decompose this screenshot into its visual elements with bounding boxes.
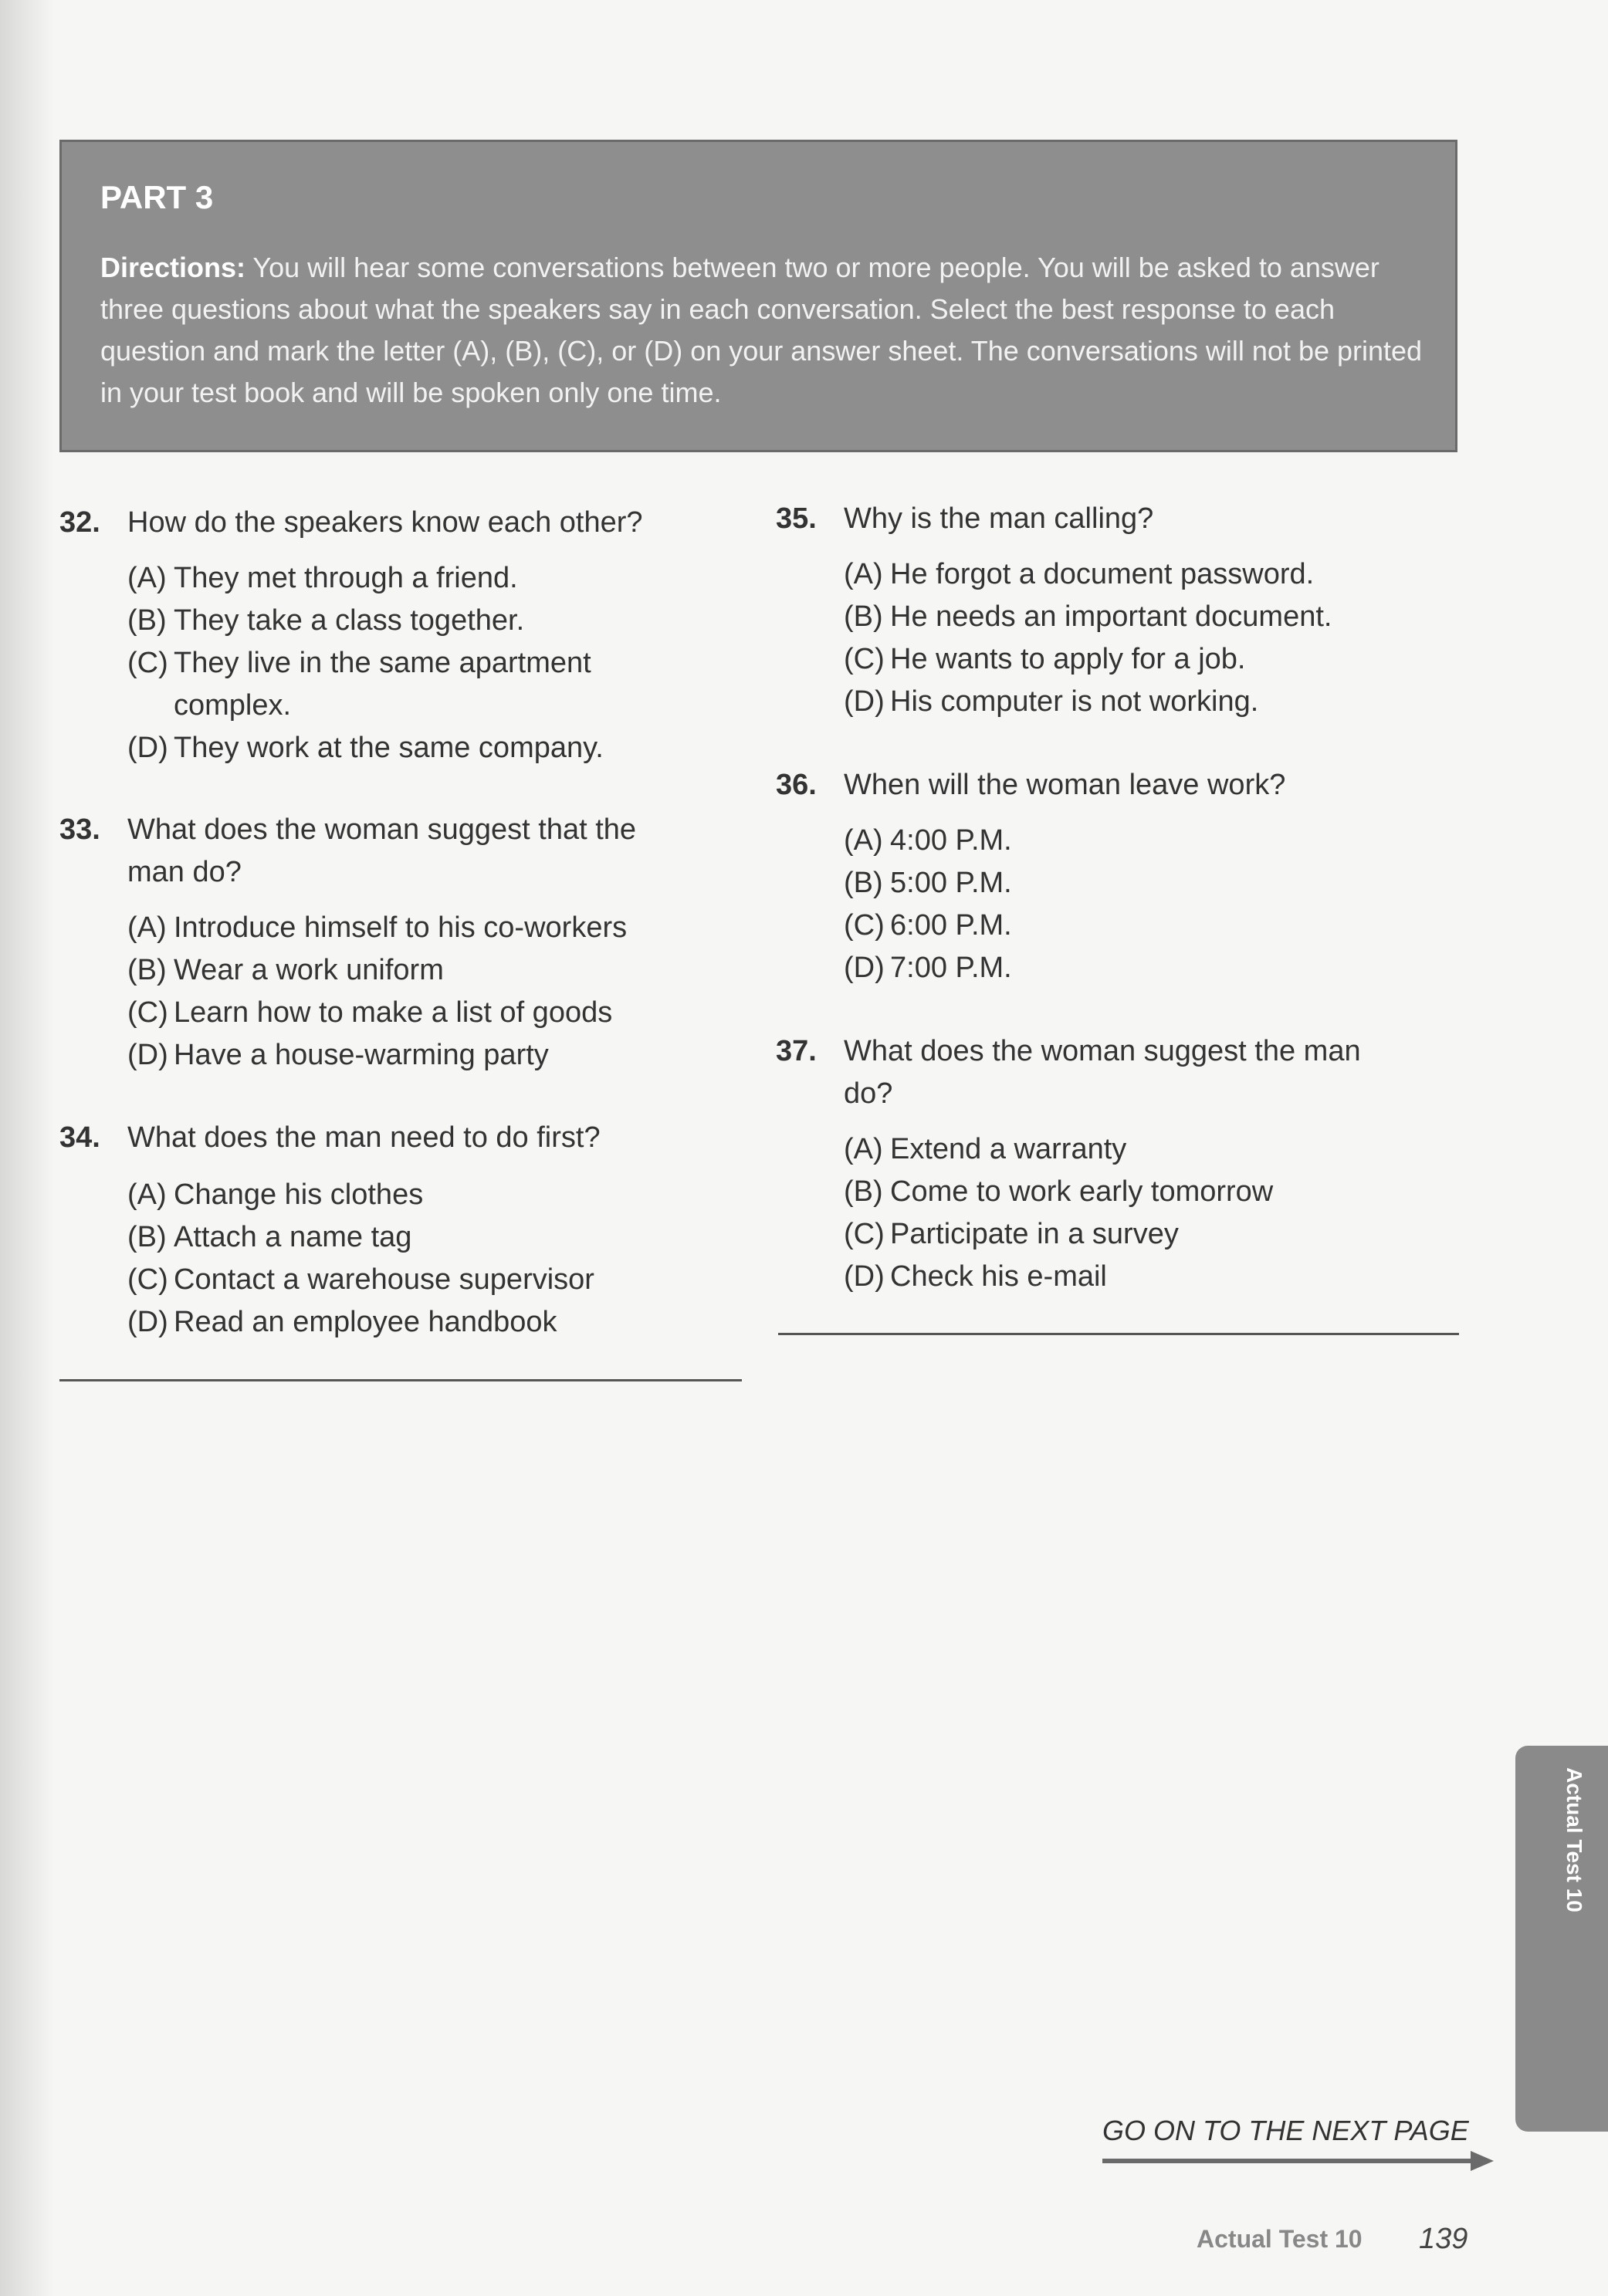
option-b: (B) Attach a name tag — [127, 1221, 412, 1253]
question-number: 33. — [59, 813, 100, 846]
page-number: 139 — [1419, 2223, 1468, 2255]
right-column-rule — [778, 1333, 1459, 1335]
directions-label: Directions: — [100, 252, 246, 283]
directions-body: You will hear some conversations between two or more people. You will be asked to answer three questions about what the speakers say in each conversation. Select the best response to each question and mark the letter (A), (B), (C), or (D) on your answer sheet. The conversations will not be printed in your test book and will be spoken only one time. — [100, 252, 1423, 408]
option-c: (C) Learn how to make a list of goods — [127, 996, 613, 1029]
option-c: (C) Participate in a survey — [844, 1218, 1179, 1250]
side-tab-label: Actual Test 10 — [1562, 1767, 1586, 1912]
option-d: (D) They work at the same company. — [127, 732, 604, 764]
part-title: PART 3 — [100, 179, 214, 215]
question-stem: How do the speakers know each other? — [127, 506, 643, 539]
question-number: 36. — [776, 769, 817, 801]
option-d: (D) Check his e-mail — [844, 1260, 1107, 1293]
footer-test-title: Actual Test 10 — [1197, 2225, 1363, 2253]
option-b: (B) He needs an important document. — [844, 600, 1332, 633]
option-c: (C) He wants to apply for a job. — [844, 643, 1246, 675]
binding-shadow — [0, 0, 54, 2296]
option-d: (D) His computer is not working. — [844, 685, 1259, 718]
option-a: (A) Introduce himself to his co-workers — [127, 911, 628, 944]
question-number: 35. — [776, 502, 817, 535]
arrow-head-icon — [1471, 2151, 1494, 2171]
option-a: (A) He forgot a document password. — [844, 558, 1315, 590]
go-on-label: GO ON TO THE NEXT PAGE — [1102, 2115, 1469, 2146]
option-b: (B) Wear a work uniform — [127, 954, 444, 986]
option-b: (B) They take a class together. — [127, 604, 525, 637]
option-c: (C) They live in the same apartment complex. — [127, 647, 591, 722]
option-d: (D) Read an employee handbook — [127, 1306, 557, 1338]
option-a: (A) They met through a friend. — [127, 562, 518, 594]
option-d: (D) 7:00 P.M. — [844, 952, 1012, 984]
option-a: (A) Extend a warranty — [844, 1133, 1127, 1165]
question-number: 37. — [776, 1035, 817, 1067]
question-number: 32. — [59, 506, 100, 539]
left-column-rule — [59, 1379, 742, 1381]
arrow-right-icon — [1102, 2159, 1474, 2163]
directions-text — [100, 247, 1428, 414]
option-a: (A) 4:00 P.M. — [844, 824, 1012, 857]
option-d: (D) Have a house-warming party — [127, 1039, 549, 1071]
question-stem: What does the woman suggest the man do? — [844, 1035, 1361, 1110]
question-stem: What does the man need to do first? — [127, 1121, 601, 1154]
option-a: (A) Change his clothes — [127, 1178, 424, 1211]
option-c: (C) 6:00 P.M. — [844, 909, 1012, 942]
question-number: 34. — [59, 1121, 100, 1154]
option-b: (B) Come to work early tomorrow — [844, 1175, 1274, 1208]
option-b: (B) 5:00 P.M. — [844, 867, 1012, 899]
question-stem: Why is the man calling? — [844, 502, 1154, 535]
question-stem: What does the woman suggest that the man do? — [127, 813, 637, 888]
question-stem: When will the woman leave work? — [844, 769, 1286, 801]
option-c: (C) Contact a warehouse supervisor — [127, 1263, 594, 1296]
